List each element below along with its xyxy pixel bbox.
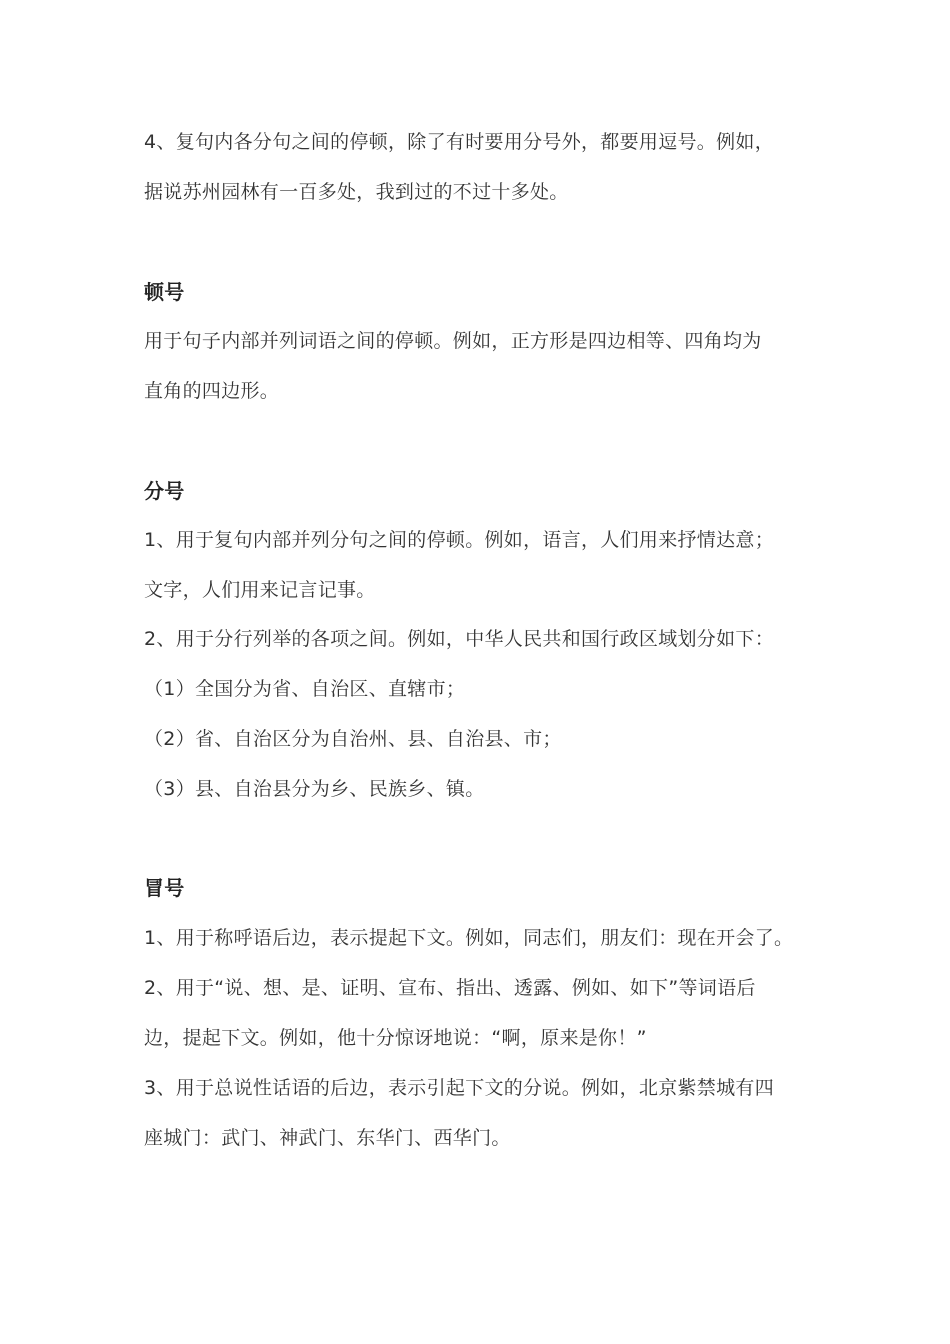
paragraph-line: 2、用于“说、想、是、证明、宣布、指出、透露、例如、如下”等词语后	[144, 977, 756, 999]
paragraph-line: 2、用于分行列举的各项之间。例如，中华人民共和国行政区域划分如下：	[144, 628, 774, 650]
paragraph-line: 直角的四边形。	[144, 380, 280, 402]
paragraph-line: 4、复句内各分句之间的停顿，除了有时要用分号外，都要用逗号。例如，	[144, 131, 774, 153]
section-heading-dunhao: 顿号	[144, 280, 185, 304]
paragraph-line: 文字，人们用来记言记事。	[144, 579, 376, 601]
list-item: （2）省、自治区分为自治州、县、自治县、市；	[144, 728, 562, 750]
paragraph-line: 用于句子内部并列词语之间的停顿。例如，正方形是四边相等、四角均为	[144, 330, 762, 352]
paragraph-line: 座城门：武门、神武门、东华门、西华门。	[144, 1127, 511, 1149]
section-heading-fenhao: 分号	[144, 479, 185, 503]
list-item: （3）县、自治县分为乡、民族乡、镇。	[144, 778, 485, 800]
paragraph-line: 边，提起下文。例如，他十分惊讶地说：“啊，原来是你！”	[144, 1027, 647, 1049]
section-heading-maohao: 冒号	[144, 876, 185, 900]
paragraph-line: 1、用于复句内部并列分句之间的停顿。例如，语言，人们用来抒情达意；	[144, 529, 774, 551]
list-item: （1）全国分为省、自治区、直辖市；	[144, 678, 466, 700]
paragraph-line: 3、用于总说性话语的后边，表示引起下文的分说。例如，北京紫禁城有四	[144, 1077, 774, 1099]
paragraph-line: 1、用于称呼语后边，表示提起下文。例如，同志们，朋友们：现在开会了。	[144, 927, 794, 949]
paragraph-line: 据说苏州园林有一百多处，我到过的不过十多处。	[144, 181, 569, 203]
